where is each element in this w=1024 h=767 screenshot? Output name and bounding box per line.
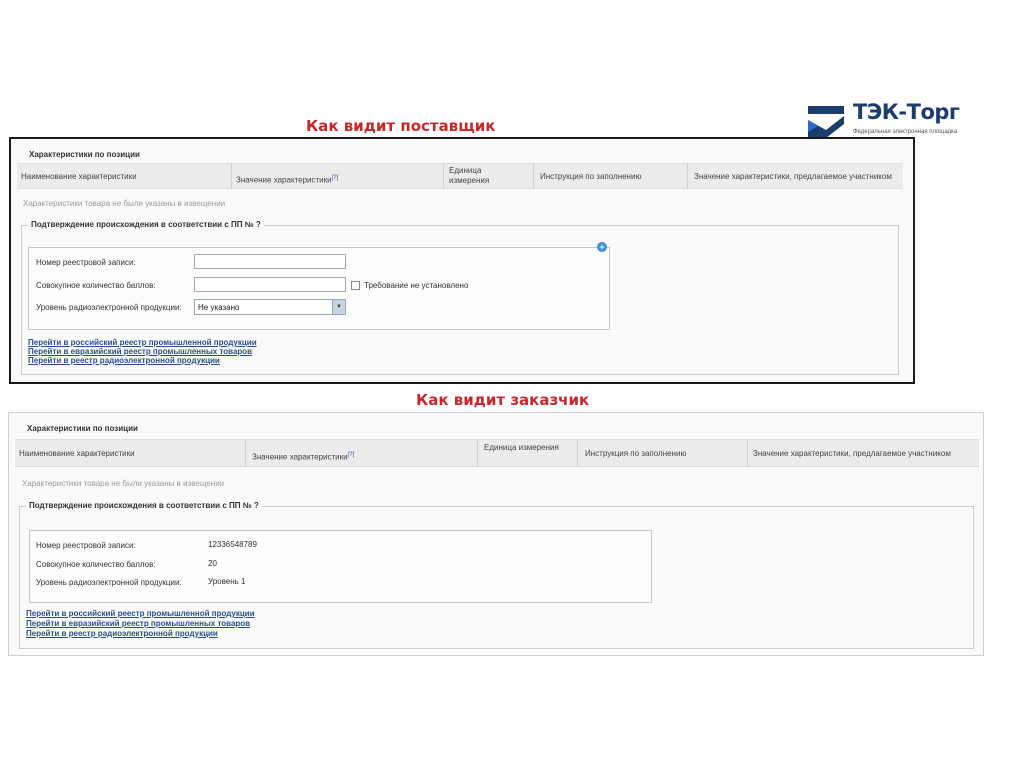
electronics-level-selected: Не указано xyxy=(198,303,240,312)
origin-legend: Подтверждение происхождения в соответствии с ПП № ? xyxy=(26,501,262,510)
link-radioelectronics-registry[interactable]: Перейти в реестр радиоэлектронной продукции xyxy=(28,356,220,365)
characteristics-table-header xyxy=(15,439,979,467)
column-header-participant-value: Значение характеристики, предлагаемое участником xyxy=(753,449,951,458)
registry-number-label: Номер реестровой записи: xyxy=(36,258,136,267)
logo-name: ТЭК-Торг xyxy=(853,100,960,124)
registry-number-label: Номер реестровой записи: xyxy=(36,541,136,550)
electronics-level-value: Уровень 1 xyxy=(208,577,246,586)
origin-fieldset xyxy=(19,501,974,649)
column-header-unit: Единица измерения xyxy=(449,166,490,185)
column-header-instruction: Инструкция по заполнению xyxy=(585,449,687,458)
column-separator xyxy=(231,164,232,188)
column-header-instruction: Инструкция по заполнению xyxy=(540,172,642,181)
no-characteristics-note: Характеристики товара не были указаны в извещении xyxy=(23,199,226,208)
origin-entry-form xyxy=(28,247,610,330)
column-header-name: Наименование характеристики xyxy=(21,172,137,181)
origin-legend: Подтверждение происхождения в соответствии с ПП № ? xyxy=(28,220,264,229)
add-entry-plus-icon[interactable]: + xyxy=(597,242,607,252)
section-title: Характеристики по позиции xyxy=(27,424,138,433)
section-title: Характеристики по позиции xyxy=(29,150,140,159)
column-header-participant-value: Значение характеристики, предлагаемое участником xyxy=(694,172,892,181)
no-characteristics-note: Характеристики товара не были указаны в извещении xyxy=(22,479,225,488)
chevron-down-icon[interactable]: ▼ xyxy=(332,300,345,314)
column-header-value: Значение характеристики[?] xyxy=(252,452,355,462)
supplier-view-heading: Как видит поставщик xyxy=(306,117,496,135)
origin-entry-details xyxy=(29,530,652,603)
help-mark[interactable]: [?] xyxy=(331,175,339,181)
total-points-label: Совокупное количество баллов: xyxy=(36,560,156,569)
electronics-level-label: Уровень радиоэлектронной продукции: xyxy=(36,578,182,587)
column-separator xyxy=(577,440,578,466)
registry-number-input[interactable] xyxy=(194,254,346,269)
link-russian-industrial-registry[interactable]: Перейти в российский реестр промышленной продукции xyxy=(26,609,255,618)
column-separator xyxy=(245,440,246,466)
total-points-label: Совокупное количество баллов: xyxy=(36,281,156,290)
requirement-not-set-label: Требование не установлено xyxy=(364,281,469,290)
customer-view-panel xyxy=(8,412,984,656)
requirement-not-set-checkbox[interactable] xyxy=(351,281,360,290)
link-russian-industrial-registry[interactable]: Перейти в российский реестр промышленной продукции xyxy=(28,338,257,347)
logo-subtitle: Федеральная электронная площадка xyxy=(853,129,958,135)
column-header-name: Наименование характеристики xyxy=(19,449,135,458)
electronics-level-select[interactable] xyxy=(194,299,346,315)
column-separator xyxy=(533,164,534,188)
column-separator xyxy=(443,164,444,188)
characteristics-table-header xyxy=(17,163,903,189)
column-separator xyxy=(477,440,478,466)
electronics-level-label: Уровень радиоэлектронной продукции: xyxy=(36,303,182,312)
customer-view-heading: Как видит заказчик xyxy=(416,391,590,409)
link-eurasian-industrial-registry[interactable]: Перейти в евразийский реестр промышленных товаров xyxy=(28,347,253,356)
link-radioelectronics-registry[interactable]: Перейти в реестр радиоэлектронной продукции xyxy=(26,629,218,638)
column-header-value: Значение характеристики[?] xyxy=(236,175,339,185)
help-mark[interactable]: [?] xyxy=(347,452,355,458)
column-separator xyxy=(687,164,688,188)
total-points-input[interactable] xyxy=(194,277,346,292)
supplier-view-panel xyxy=(9,137,915,384)
total-points-value: 20 xyxy=(208,559,217,568)
origin-fieldset xyxy=(21,220,899,375)
registry-number-value: 12336548789 xyxy=(208,540,257,549)
column-header-unit: Единица измерения xyxy=(484,443,559,452)
tek-torg-logo-icon xyxy=(806,102,846,142)
link-eurasian-industrial-registry[interactable]: Перейти в евразийский реестр промышленных товаров xyxy=(26,619,251,628)
column-separator xyxy=(747,440,748,466)
